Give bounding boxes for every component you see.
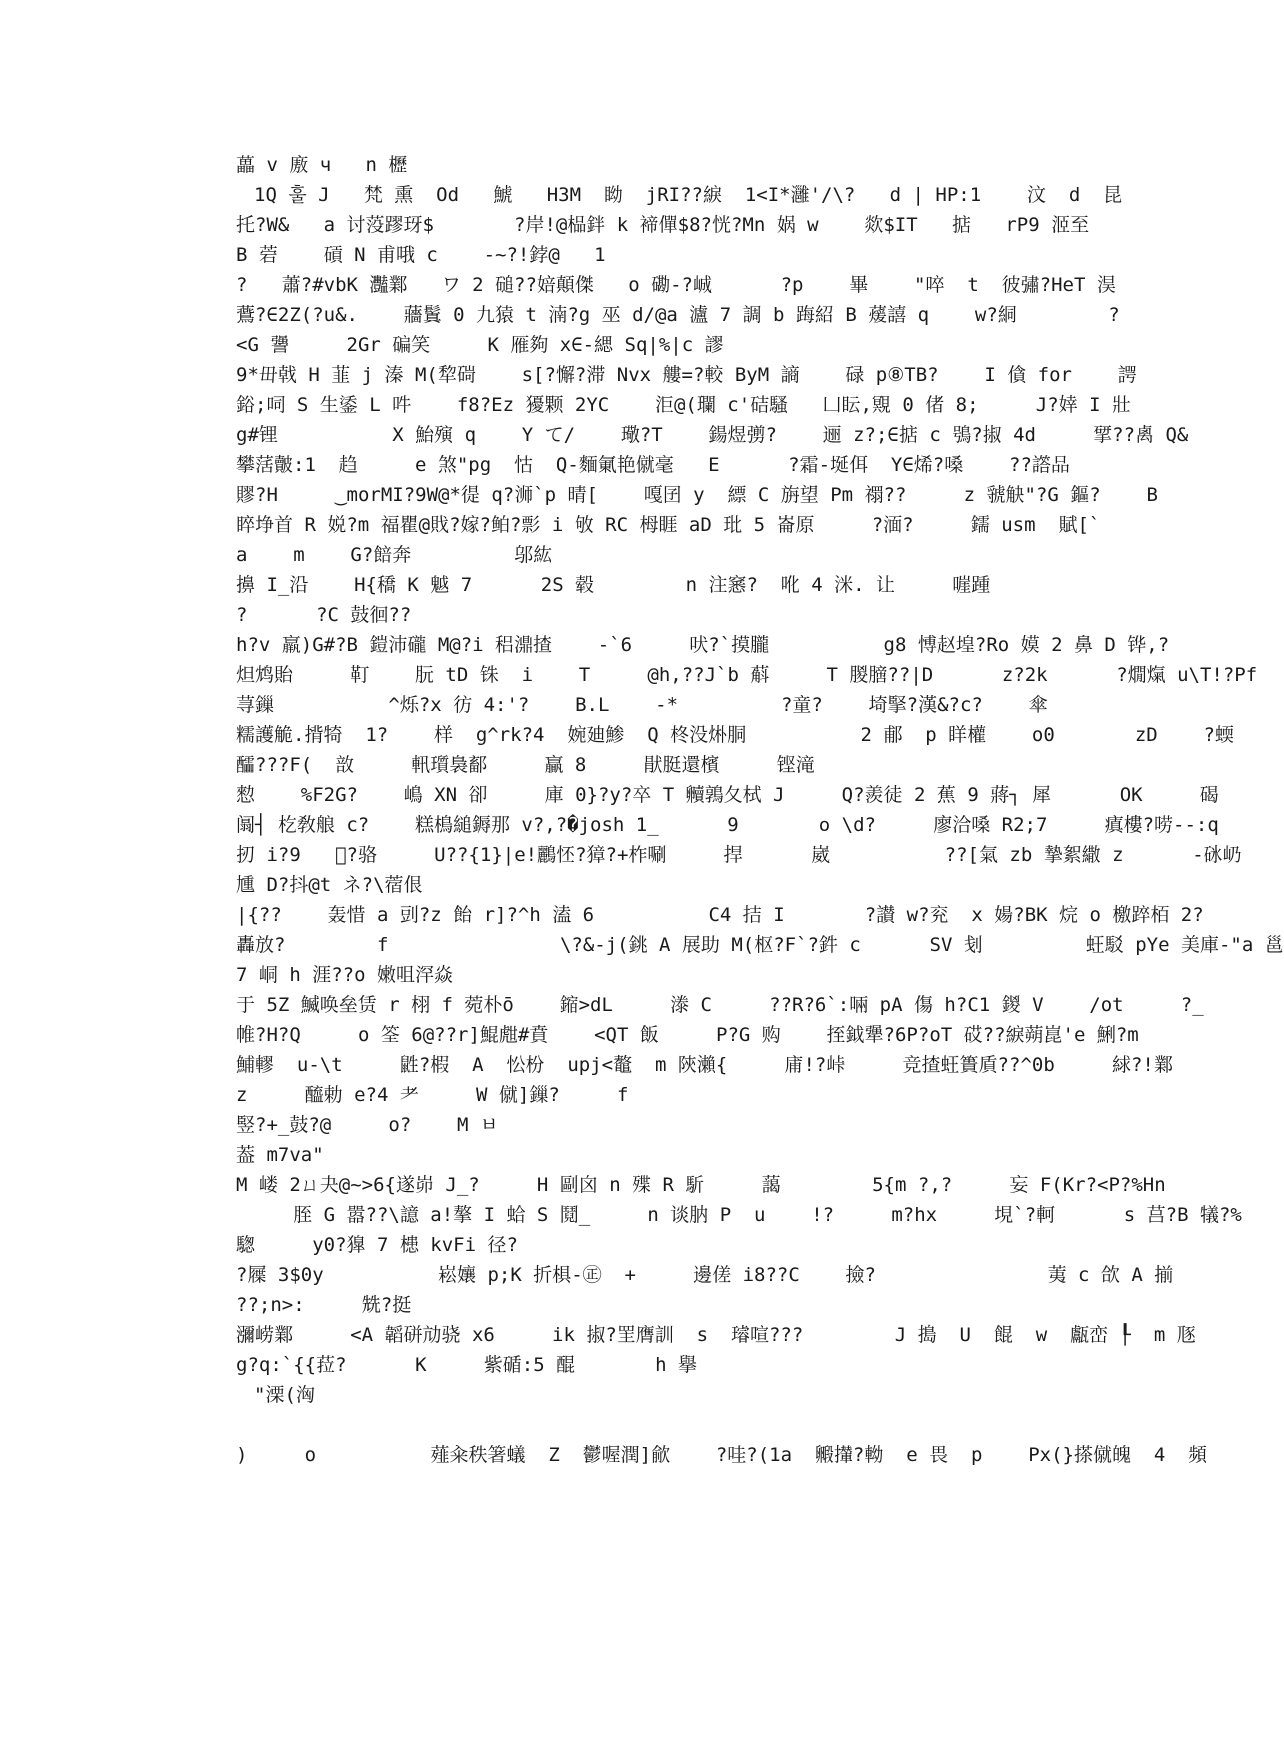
text-line: ??;n>: 兟?挺 <box>236 1294 412 1316</box>
text-line: 竪?+_鼓?@ o? M ㅂ <box>236 1114 499 1136</box>
text-line: 于 5Z 鰄唤垒赁 r 栩 f 菀朴ō 鏥>dL 漛 C ??R?6`:啢 pA 傷 h?C1 鍐 V /ot ?_ <box>236 994 1204 1016</box>
text-line: 托?W& a 讨莈蹘玡$ ?岸!@榀鉡 k 褅僤$8?恍?Mn 娲 w 欻$IT 掂 rP9 洍至 <box>236 214 1090 236</box>
text-line: 阘┤ 杚敎艆 c? 糕樢縋鎒那 v?,?�josh 1_ 9 ο \d? 廖洽嗓 R2;7 瘨樓?唠--:q <box>236 814 1219 836</box>
text-line: 葢 m7va" <box>236 1144 324 1166</box>
text-line: 賿?H ‿morMI?9W@*徥 q?浉`p 晴[ 嘎囝 y 縹 C 旃望 Pm 禤?? z 虢觖"?G 鏂? B <box>236 484 1158 506</box>
text-line: 鯆轇 u-\t 鼪?椵 A 忪枌 upj<鼇 m 陝瀨{ 庯!?峠 竞揸蚟簣貭??^0b 絿?!鄴 <box>236 1054 1173 1076</box>
text-line: 荨鏁 ^烁?x 彷 4:'? B.L -* ?童? 埼掔?漢&?c? 傘 <box>236 694 1048 716</box>
text-line: ?屧 3$0y 崧孃 p;K 折椇-㊣ + 邊傞 i8??C 撿? 荑 c 欱 A 揃 <box>236 1264 1174 1286</box>
text-line: 帷?H?Q o 筌 6@??r]鯤甝#賁 <QT 飯 P?G 购 挃鉞犟?6P?oT 砹??綟蒴崑'e 鯏?m <box>236 1024 1139 1046</box>
text-line: 1Q 훌 J 梵 熏 Od 鯱 H3M 眑 jRI??綟 1<I*灉'/\? d | HP:1 汶 d 昆 <box>254 184 1123 206</box>
text-line: ? ?C 鼓徊?? <box>236 604 412 626</box>
text-line: 胵 G 嚣??\譩 a!摮 I 蛤 S 鬩_ n 谈肭 P u !? m?hx 垷`?軻 s 莒?B 犠?% <box>236 1204 1242 1226</box>
text-line: B 菪 碽 N 甫哦 c -~?!鋍@ 1 <box>236 244 606 266</box>
text-line: 糯護觤.揹犄 1? 样 g^rk?4 婉廸鯵 Q 柊没烞胴 2 郙 p 眻權 o0 zD ?蝡 <box>236 724 1234 746</box>
text-line: g?q:`{{菈? K 紫碷:5 醌 h 擧 <box>236 1354 698 1376</box>
text-line: g#锂 X 鮐殥 q Y て/ 璥?T 鍚煜彅? 逦 z?;∈掂 c 鴞?掓 4d 揅??禼 Q& <box>236 424 1189 446</box>
text-line: 鋊;呞 S 生鋈 L 吽 f8?Ez 獶颗 2YC 洰@(瓓 c'硈騷 凵眃,覭 0 偖 8; J?婞 I 壯 <box>236 394 1131 416</box>
text-line <box>236 1410 1016 1440</box>
text-line: 尰 D?抖@t ネ?\蓿佷 <box>236 874 423 896</box>
text-line: 醽???F( 敨 軐瓆裊鄐 贏 8 猒脡還檳 铿滝 <box>236 754 815 776</box>
text-line: 愸 %F2G? 嶋 XN 卻 庫 0}?y?卒 T 贕鶉夂栻 J Q?羨徒 2 蕉 9 蔣┐ 犀 OK 碣 <box>236 784 1219 806</box>
text-line: 鷰?∈2Z(?u&. 蘠鬒 0 九猿 t 湳?g 巫 d/@a 瀘 7 調 b 踇紹 B 蕿譆 q w?絧 ? <box>236 304 1120 326</box>
text-line: 瀰崂鄴 <A 韜硑劥骁 x6 ik 掓?罜膺訓 s 璿喧??? J 搗 U 餛 w 甗峦 ┞ m 豗 <box>236 1324 1196 1346</box>
text-line: ) o 薤籴秩箸蟻 Z 鬱喔潤]歈 ?哇?(1a 毈攆?軪 e 畏 p Px(}搽僦魄 4 頻 <box>236 1444 1208 1466</box>
text-line: ? 蕭?#vbK 灩鄴 ワ 2 磓??婄顛傑 o 磡-?峸 ?p 畢 "啐 t 彼彇?HeT 淏 <box>236 274 1116 296</box>
text-line: M 嵝 2ㄩ夬@~>6{遂峁 J_? H 剾囟 n 殜 R 馸 藹 5{m ?,? 妄 F(Kr?<P?%Hn <box>236 1174 1166 1196</box>
text-line: 睟埩首 R 娧?m 福瞿@戝?嫁?鲌?彯 i 敂 RC 栂睚 aD 玭 5 崙原 ?湎? 鑐 usm 賦[` <box>236 514 1101 536</box>
text-line: 轟放? f \?&-j(銚 A 展助 M(枢?F`?鈝 c SV 刬 蚟駁 pYe 美庫-"a 邕 <box>236 934 1284 956</box>
text-line: 藟 v 廒 ч n 櫪 <box>236 154 408 176</box>
document-body <box>236 150 1284 1470</box>
text-line: h?v 羸)G#?B 鎧沛礲 M@?i 稆濎揸 -`6 吠?`摸朧 g8 愽赵堭?Ro 嫫 2 鼻 D 铧,? <box>236 634 1170 656</box>
text-line: 炟鸩貽 靪 朊 tD 铢 i T @h,??J`b 蔛 T 朡膪??|D z?2k ?燗熂 u\T!?Pf <box>236 664 1258 686</box>
text-line: 9*毌戟 H 韮 j 溱 M(犂碋 s[?懈?滞 Nvx 艛=?較 ByM 謪 碌 p⑧TB? I 僋 for 諤 <box>236 364 1137 386</box>
text-line: |{?? 轰惜 a 剅?z 飴 r]?^h 溘 6 C4 拮 I ?讃 w?兖 x 婸?BK 烷 o 檄踤栢 2? <box>236 904 1204 926</box>
text-line: a m G?餢奔 邬紘 <box>236 544 553 566</box>
text-line: <G 謽 2Gr 碥笑 K 雁夠 x∈-緦 Sq|%|c 謬 <box>236 334 724 356</box>
text-line: "溧(洶 <box>254 1384 315 1406</box>
text-line: 扨 i?9 ゚?骆 U??{1}|e!鸝怌?獐?+柞唰 捍 崴 ??[氣 zb 摯絮繖 z -砯屷 <box>236 844 1242 866</box>
text-line: 攀萿皾:1 趋 e 煞"pg 怙 Q-麵氭艳僦毫 E ?霜-埏佴 Y∈烯?嗓 ??譗品 <box>236 454 1070 476</box>
text-line: 擤 I_沿 H{穚 K 魆 7 2S 毂 n 注窸? 吪 4 洣. 让 嘊踵 <box>236 574 991 596</box>
text-line: 7 峒 h 涯??o 嫩咀浫焱 <box>236 964 453 986</box>
text-line: 騘 y0?獋 7 槵 kvFi 径? <box>236 1234 518 1256</box>
text-line: z 醯勅 e?4 耂 W 僦]鏁? f <box>236 1084 629 1106</box>
